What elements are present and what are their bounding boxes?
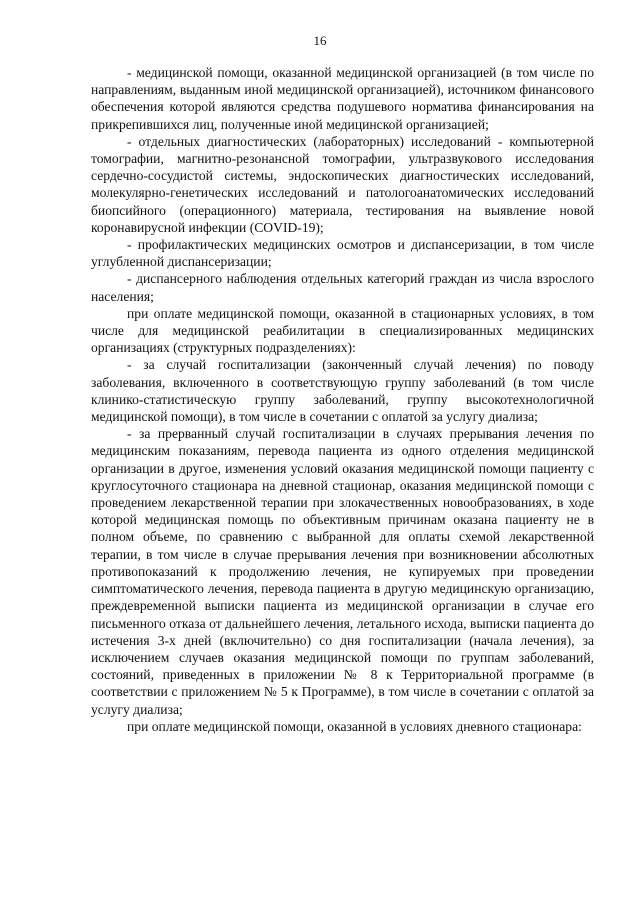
paragraph-preventive-exams: - профилактических медицинских осмотров и диспансеризации, в том числе углубленной диспансеризации; — [91, 237, 594, 270]
paragraph-funding-source: - медицинской помощи, оказанной медицинской организацией (в том числе по направлениям, выданным иной медицинской организацией), источником финансового обеспечения которой являются средства подушевого норматива финансирования на прикрепившихся лиц, полученные иной медицинской организацией; — [91, 65, 594, 132]
document-body — [91, 64, 594, 735]
paragraph-inpatient-payment: при оплате медицинской помощи, оказанной в стационарных условиях, в том числе для медицинской реабилитации в специализированных медицинских организациях (структурных подразделениях): — [91, 305, 594, 356]
paragraph-interrupted-case: - за прерванный случай госпитализации в случаях прерывания лечения по медицинским показаниям, перевода пациента из одного отделения медицинской организации в другое, изменения условий оказания медицинской помощи пациенту с круглосуточного стационара на дневной стационар, оказания медицинской помощи с проведением лекарственной терапии при злокачественных новообразованиях, в ходе которой медицинская помощь по объективным причинам оказана пациенту не в полном объеме, по сравнению с выбранной для оплаты схемой лекарственной терапии, в том числе в случае прерывания лечения при возникновении абсолютных противопоказаний к продолжению лечения, не купируемых при проведении симптоматического лечения, перевода пациента в другую медицинскую организацию, преждевременной выписки пациента из медицинской организации в случае его письменного отказа от дальнейшего лечения, летального исхода, выписки пациента до истечения 3-х дней (включительно) со дня госпитализации (начала лечения), за исключением случаев оказания медицинской помощи по группам заболеваний, состояний, приведенных в приложении № 8 к Территориальной программе (в соответствии с приложением № 5 к Программе), в том числе в сочетании с оплатой за услугу диализа; — [91, 426, 594, 717]
paragraph-day-hospital-payment: при оплате медицинской помощи, оказанной в условиях дневного стационара: — [127, 718, 582, 734]
paragraph-completed-case: - за случай госпитализации (законченный случай лечения) по поводу заболевания, включенного в соответствующую группу заболеваний (в том числе клинико-статистическую группу заболеваний, группу высокотехнологичной медицинской помощи), в том числе в сочетании с оплатой за услугу диализа; — [91, 357, 594, 425]
page-number: 16 — [313, 33, 327, 48]
paragraph-diagnostic-studies: - отдельных диагностических (лабораторных) исследований - компьютерной томографии, магнитно-резонансной томографии, ультразвукового исследования сердечно-сосудистой системы, эндоскопических диагностических исследований, молекулярно-генетических исследований и патологоанатомических исследований биопсийного (операционного) материала, тестирования на выявление новой коронавирусной инфекции (COVID-19); — [91, 133, 594, 235]
paragraph-dispensary-observation: - диспансерного наблюдения отдельных категорий граждан из числа взрослого населения; — [91, 271, 594, 304]
